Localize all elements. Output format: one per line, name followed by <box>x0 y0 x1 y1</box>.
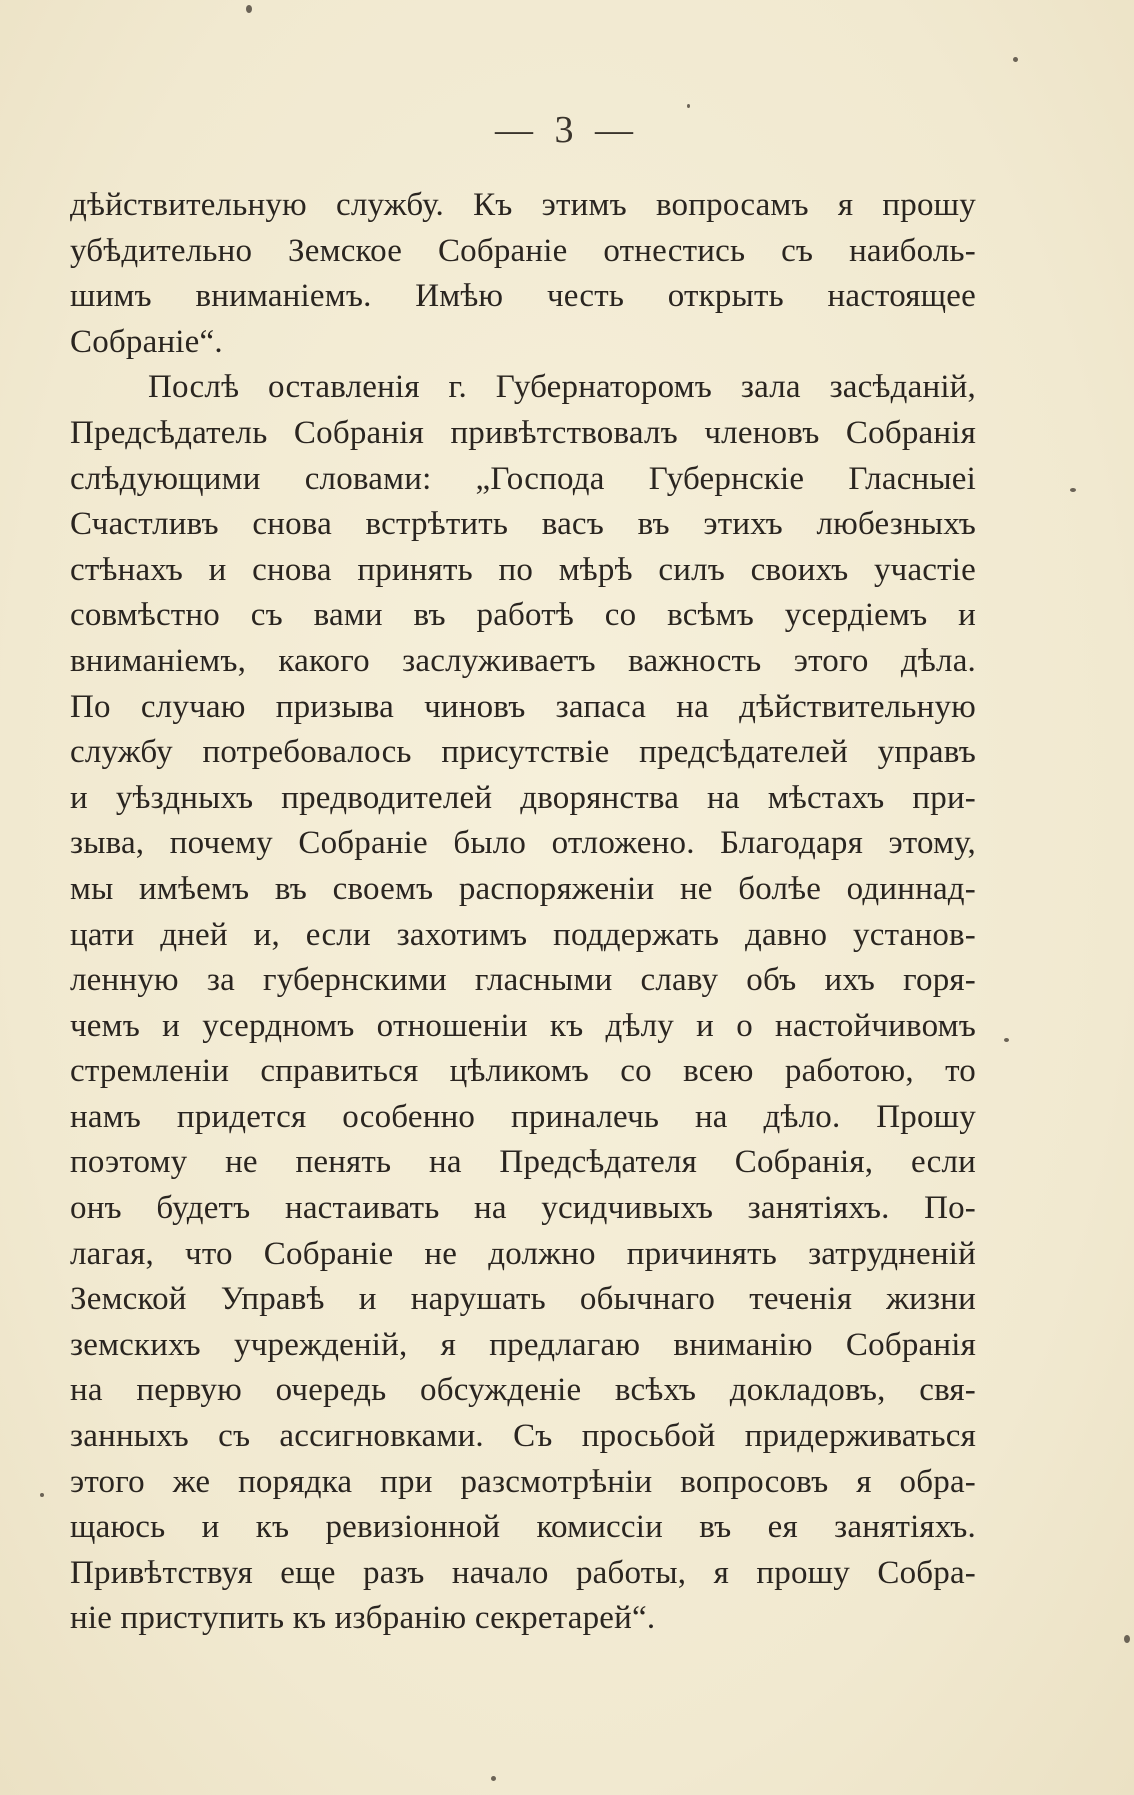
text-line: стѣнахъ и снова принять по мѣрѣ силъ своихъ участіе <box>70 551 976 588</box>
paragraph-start-line: Послѣ оставленія г. Губернаторомъ зала засѣданій, <box>148 369 976 406</box>
text-line: на первую очередь обсужденіе всѣхъ докладовъ, свя- <box>70 1372 976 1409</box>
paper-speck <box>246 5 252 13</box>
text-line: шимъ вниманіемъ. Имѣю честь открыть настоящее <box>70 278 976 315</box>
text-line: ніе приступить къ избранію секретарей“. <box>70 1600 656 1637</box>
text-line: По случаю призыва чиновъ запаса на дѣйствительную <box>70 688 976 725</box>
text-line: слѣдующими словами: „Господа Губернскіе Гласныеі <box>70 460 976 497</box>
text-line: дѣйствительную службу. Къ этимъ вопросамъ я прошу <box>70 187 976 223</box>
paper-speck <box>40 1493 44 1497</box>
text-line: Земской Управѣ и нарушать обычнаго теченія жизни <box>70 1281 976 1318</box>
paper-speck <box>491 1776 496 1781</box>
text-line: намъ придется особенно приналечь на дѣло. Прошу <box>70 1098 976 1135</box>
text-line: онъ будетъ настаивать на усидчивыхъ занятіяхъ. По- <box>70 1190 976 1227</box>
text-line: поэтому не пенять на Предсѣдателя Собранія, если <box>70 1144 976 1181</box>
paper-speck <box>1124 1635 1130 1643</box>
text-line: занныхъ съ ассигновками. Съ просьбой придерживаться <box>70 1418 976 1455</box>
paper-speck <box>1004 1038 1009 1042</box>
text-line: земскихъ учрежденій, я предлагаю вниманію Собранія <box>70 1326 976 1363</box>
text-line: службу потребовалось присутствіе предсѣдателей управъ <box>70 734 976 771</box>
text-line: лагая, что Собраніе не должно причинять затрудненій <box>70 1235 976 1272</box>
paper-speck <box>1070 488 1076 492</box>
body-text <box>70 183 976 1642</box>
text-line: мы имѣемъ въ своемъ распоряженіи не болѣе одиннад- <box>70 870 976 907</box>
text-line: вниманіемъ, какого заслуживаетъ важность этого дѣла. <box>70 642 976 679</box>
text-line: этого же порядка при разсмотрѣніи вопросовъ я обра- <box>70 1463 976 1500</box>
text-line: щаюсь и къ ревизіонной комиссіи въ ея занятіяхъ. <box>70 1509 976 1546</box>
text-line: убѣдительно Земское Собраніе отнестись съ наиболь- <box>70 232 976 269</box>
text-line: Привѣтствуя еще разъ начало работы, я прошу Собра- <box>70 1554 976 1591</box>
text-line: стремленіи справиться цѣликомъ со всею работою, то <box>70 1053 976 1090</box>
text-line: цати дней и, если захотимъ поддержать давно установ- <box>70 916 976 953</box>
paper-speck <box>687 104 690 108</box>
text-line: Предсѣдатель Собранія привѣтствовалъ членовъ Собранія <box>70 414 976 451</box>
paper-speck <box>1013 57 1018 62</box>
text-line: и уѣздныхъ предводителей дворянства на мѣстахъ при- <box>70 779 976 816</box>
text-line: чемъ и усердномъ отношеніи къ дѣлу и о настойчивомъ <box>70 1007 976 1044</box>
text-line: совмѣстно съ вами въ работѣ со всѣмъ усердіемъ и <box>70 597 976 634</box>
text-line: Собраніе“. <box>70 323 223 360</box>
text-line: ленную за губернскими гласными славу объ ихъ горя- <box>70 962 976 999</box>
text-line: зыва, почему Собраніе было отложено. Благодаря этому, <box>70 825 976 862</box>
text-line: Счастливъ снова встрѣтить васъ въ этихъ любезныхъ <box>70 506 976 543</box>
page-number: — 3 — <box>495 109 639 151</box>
